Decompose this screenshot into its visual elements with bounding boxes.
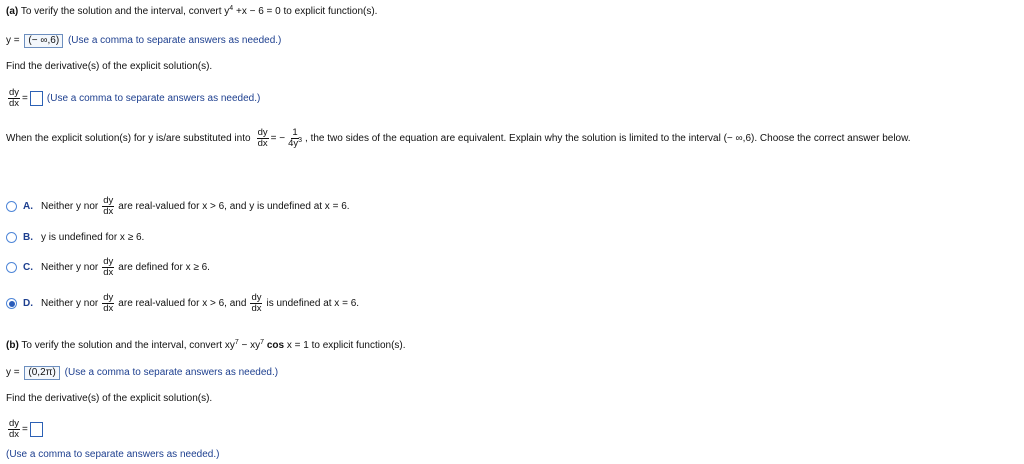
part-a-derivative-input[interactable] bbox=[30, 91, 43, 106]
part-b-y-hint: (Use a comma to separate answers as needed.) bbox=[64, 367, 279, 378]
part-b-y-answer-row: y = (0,2π) (Use a comma to separate answers as needed.) bbox=[6, 367, 279, 378]
part-b-prompt: (b) To verify the solution and the interval, convert $xy^7 - xy^7$ cos x = 1 to explicit function(s). bbox=[6, 339, 406, 351]
part-a-y-hint: (Use a comma to separate answers as needed.) bbox=[67, 35, 282, 46]
part-b-derivative-row: $\frac{dy}{dx}$ = bbox=[6, 419, 43, 440]
dy-dx-fraction: $\frac{dy}{dx}$ bbox=[103, 292, 114, 314]
option-b[interactable]: B. y is undefined for x ≥ 6. bbox=[6, 232, 144, 243]
part-a-explain-prompt: When the explicit solution(s) for y is/are substituted into $\frac{dy}{dx}$ = − $\frac{1}{4y^3}$ , the two sides of the equation are equivalent. Explain why the solution is limited to the interval (− ∞,6). Choose the correct answer below. bbox=[6, 127, 911, 149]
part-a-derivative-hint: (Use a comma to separate answers as needed.) bbox=[46, 92, 261, 104]
part-b-derivative-prompt: Find the derivative(s) of the explicit solution(s). bbox=[6, 393, 213, 404]
part-a-derivative-row: $\frac{dy}{dx}$ = (Use a comma to separate answers as needed.) bbox=[9, 87, 261, 109]
option-d-radio[interactable] bbox=[6, 298, 17, 309]
part-a-y-answer-field[interactable]: (− ∞,6) bbox=[24, 34, 63, 48]
part-a-derivative-prompt: Find the derivative(s) of the explicit solution(s). bbox=[6, 61, 213, 72]
dy-dx-fraction: $\frac{dy}{dx}$ bbox=[9, 87, 20, 109]
part-b-derivative-input[interactable] bbox=[30, 422, 43, 437]
ode-lhs-fraction: $\frac{dy}{dx}$ bbox=[257, 127, 268, 149]
part-b-y-answer-field[interactable]: (0,2π) bbox=[24, 366, 59, 380]
option-c[interactable]: C. Neither y nor $\frac{dy}{dx}$ are defined for x ≥ 6. bbox=[6, 257, 210, 278]
part-b-derivative-hint: (Use a comma to separate answers as needed.) bbox=[6, 449, 220, 460]
part-a-label: (a) bbox=[6, 6, 19, 17]
ode-rhs-fraction: $\frac{1}{4y^3}$ bbox=[288, 127, 303, 149]
option-d[interactable]: D. Neither y nor $\frac{dy}{dx}$ are real-valued for x > 6, and $\frac{dy}{dx}$ is undefined at x = 6. bbox=[6, 293, 359, 314]
part-a-y-answer-row: y = (− ∞,6) (Use a comma to separate answers as needed.) bbox=[6, 35, 282, 46]
option-c-radio[interactable] bbox=[6, 262, 17, 273]
option-a-radio[interactable] bbox=[6, 201, 17, 212]
option-a[interactable]: A. Neither y nor $\frac{dy}{dx}$ are real-valued for x > 6, and y is undefined at x = 6. bbox=[6, 196, 350, 217]
option-b-radio[interactable] bbox=[6, 232, 17, 243]
dy-dx-fraction: $\frac{dy}{dx}$ bbox=[103, 256, 114, 278]
dy-dx-fraction: $\frac{dy}{dx}$ bbox=[103, 195, 114, 217]
dy-dx-fraction: $\frac{dy}{dx}$ bbox=[9, 418, 20, 440]
part-a-prompt: (a) To verify the solution and the interval, convert $y^4 +x - 6 = 0$ to explicit function(s). bbox=[6, 5, 378, 17]
dy-dx-fraction: $\frac{dy}{dx}$ bbox=[251, 292, 262, 314]
part-b-label: (b) bbox=[6, 340, 19, 351]
